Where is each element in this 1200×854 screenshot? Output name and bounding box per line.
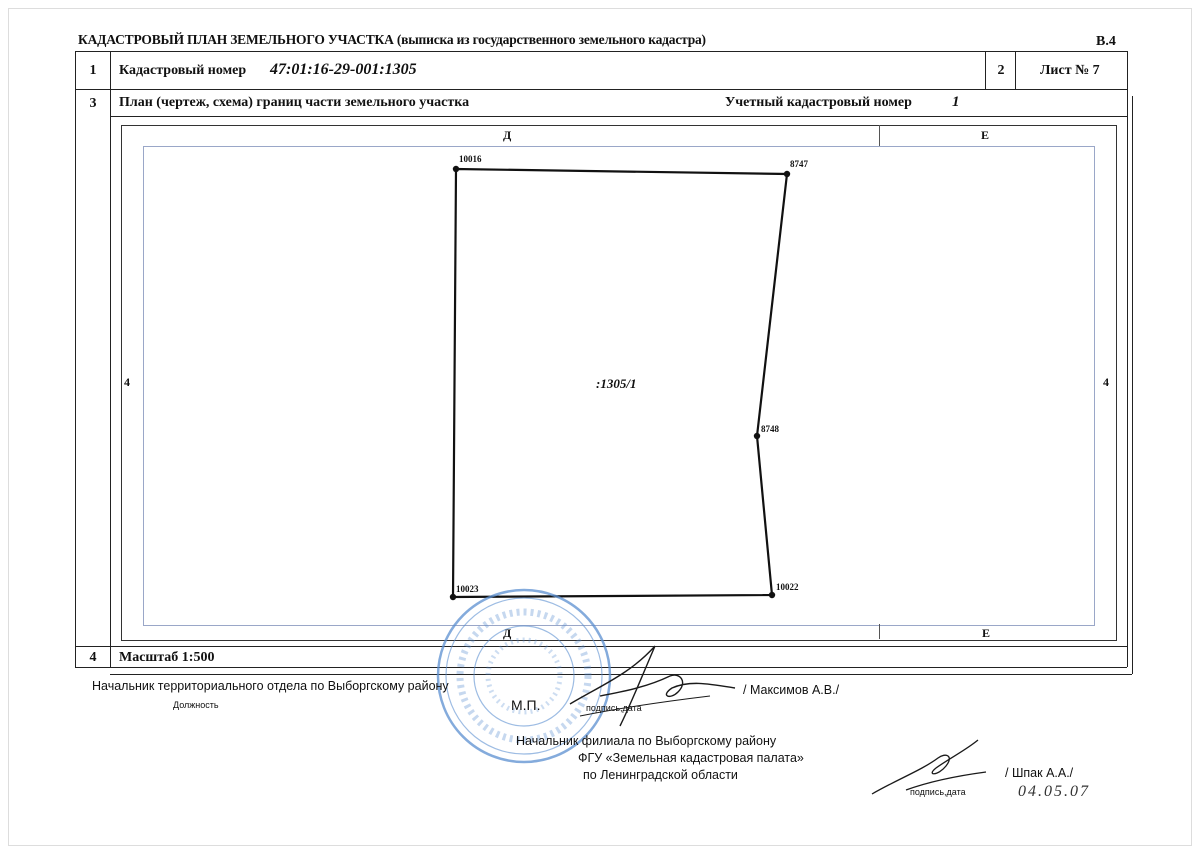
position-title-2-line2: ФГУ «Земельная кадастровая палата» (578, 751, 804, 765)
sign-date-caption-2: подпись,дата (910, 787, 966, 797)
document-title: КАДАСТРОВЫЙ ПЛАН ЗЕМЕЛЬНОГО УЧАСТКА (выписка из государственного земельного кадастра) (78, 32, 706, 47)
row1-number: 1 (89, 63, 97, 78)
side-label-left: 4 (124, 375, 130, 389)
row2-number: 2 (997, 63, 1005, 78)
position-title-1: Начальник территориального отдела по Выборгскому району (92, 679, 449, 693)
zone-label-bottom-left: Д (503, 626, 512, 640)
vertex-marker-8748 (754, 433, 760, 439)
vertex-label-10022: 10022 (776, 582, 799, 592)
registry-number-value: 1 (952, 94, 960, 110)
sheet-number: Лист № 7 (1040, 63, 1100, 78)
zone-label-top-right: Е (981, 128, 990, 142)
vertex-label-8747: 8747 (790, 159, 808, 169)
signatory-name-1: / Максимов А.В./ (743, 683, 840, 697)
registry-number-label: Учетный кадастровый номер (725, 95, 912, 110)
cadastral-number-value: 47:01:16-29-001:1305 (270, 61, 417, 78)
parcel-label: :1305/1 (596, 376, 637, 391)
plan-label: План (чертеж, схема) границ части земельного участка (119, 95, 470, 110)
position-title-2-line3: по Ленинградской области (583, 768, 738, 782)
form-code: В.4 (1096, 34, 1116, 49)
handwritten-date: 04.05.07 (1018, 783, 1090, 800)
vertex-marker-10016 (453, 166, 459, 172)
row3-number: 3 (89, 96, 97, 111)
signature-1 (560, 626, 750, 736)
signatory-name-2: / Шпак А.А./ (1005, 766, 1074, 780)
zone-label-top-left: Д (503, 128, 512, 142)
vertex-label-10023: 10023 (456, 584, 479, 594)
signature-2 (866, 736, 996, 800)
row4-number: 4 (89, 650, 97, 665)
position-caption: Должность (173, 700, 219, 710)
sign-date-caption-1: подпись,дата (586, 703, 642, 713)
cadastral-number-label: Кадастровый номер (119, 63, 247, 78)
scale-label: Масштаб 1:500 (119, 650, 215, 665)
position-title-2-line1: Начальник филиала по Выборгскому району (516, 734, 777, 748)
side-label-right: 4 (1103, 375, 1109, 389)
vertex-marker-10022 (769, 592, 775, 598)
vertex-label-10016: 10016 (459, 154, 482, 164)
vertex-marker-8747 (784, 171, 790, 177)
vertex-label-8748: 8748 (761, 424, 779, 434)
zone-label-bottom-right: Е (982, 626, 991, 640)
stamp-place-mark: М.П. (511, 697, 541, 713)
